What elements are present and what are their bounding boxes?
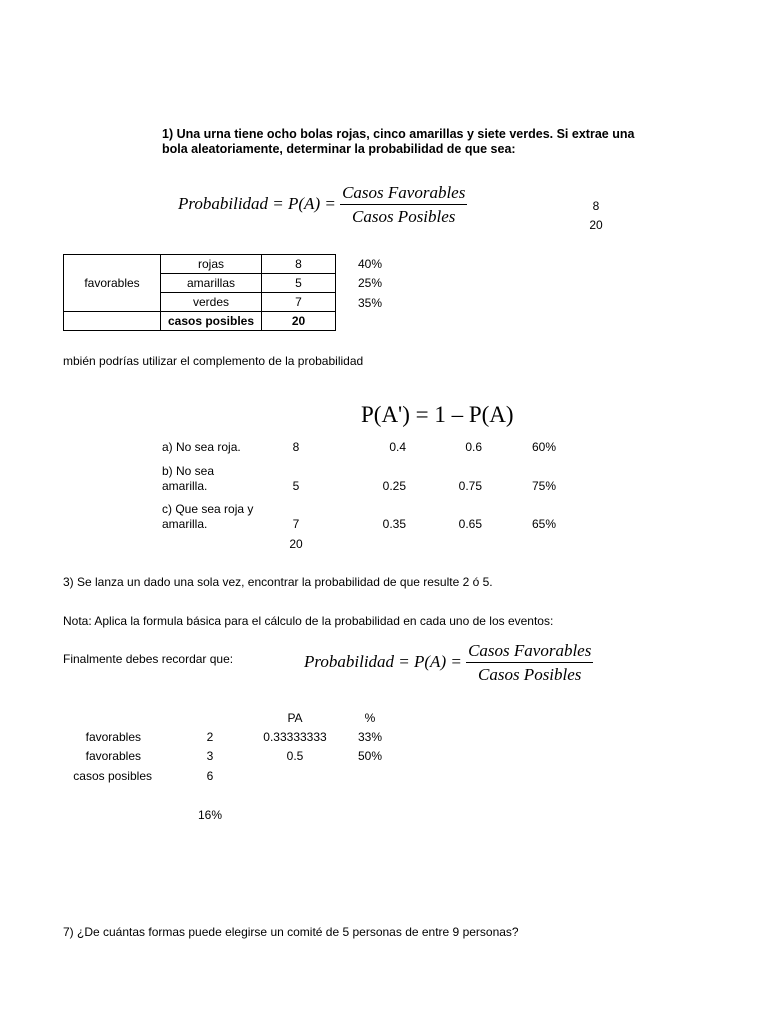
q2-item-count: 5 bbox=[292, 479, 300, 493]
q3-row-pct: 50% bbox=[357, 749, 383, 763]
q1-total-label: casos posibles bbox=[161, 312, 262, 331]
q2-item-comp: 0.65 bbox=[458, 517, 482, 531]
q3-formula-fraction bbox=[466, 641, 593, 685]
q2-item-pct: 75% bbox=[532, 479, 557, 493]
q3-reminder: Finalmente debes recordar que: bbox=[63, 652, 234, 666]
q3-formula-lhs: Probabilidad = P(A) = bbox=[304, 651, 462, 671]
q1-pct: 25% bbox=[358, 276, 383, 290]
q2-item-c-label1: c) Que sea roja y bbox=[162, 502, 254, 516]
q2-item-comp: 0.6 bbox=[465, 440, 482, 454]
q1-row-label: verdes bbox=[161, 293, 262, 312]
q1-line2: bola aleatoriamente, determinar la probabilidad de que sea: bbox=[162, 142, 516, 156]
q3-row-value: 6 bbox=[206, 769, 214, 783]
q2-item-comp: 0.75 bbox=[458, 479, 482, 493]
q1-total-value: 20 bbox=[262, 312, 336, 331]
q1-formula bbox=[178, 183, 467, 227]
q1-side-numerator: 8 bbox=[592, 199, 600, 213]
q2-item-c-label2: amarilla. bbox=[162, 517, 208, 531]
q3-header-pa: PA bbox=[287, 711, 303, 725]
q1-row-value: 7 bbox=[262, 293, 336, 312]
q3-row-value: 2 bbox=[206, 730, 214, 744]
q3-row-pa: 0.5 bbox=[286, 749, 304, 763]
q2-item-count: 8 bbox=[292, 440, 300, 454]
q1-line1: 1) Una urna tiene ocho bolas rojas, cinco amarillas y siete verdes. Si extrae una bbox=[162, 127, 635, 141]
q3-formula-denominator: Casos Posibles bbox=[477, 665, 582, 684]
q2-intro: mbién podrías utilizar el complemento de la probabilidad bbox=[63, 354, 364, 368]
q1-total-empty bbox=[64, 312, 161, 331]
q3-formula bbox=[304, 641, 593, 685]
q2-item-pct: 60% bbox=[532, 440, 557, 454]
q1-group-label: favorables bbox=[64, 255, 161, 312]
q3-row-label: favorables bbox=[85, 730, 141, 744]
q1-row-label: rojas bbox=[161, 255, 262, 274]
q1-table bbox=[63, 254, 336, 331]
table-row bbox=[64, 312, 336, 331]
q2-item-p: 0.25 bbox=[382, 479, 406, 493]
q1-pct: 35% bbox=[358, 296, 383, 310]
q3-row-value: 3 bbox=[206, 749, 214, 763]
q2-item-a-label: a) No sea roja. bbox=[162, 440, 241, 454]
q3-note: Nota: Aplica la formula básica para el cálculo de la probabilidad en cada uno de los eventos: bbox=[63, 614, 554, 628]
q1-formula-denominator: Casos Posibles bbox=[351, 207, 456, 226]
q3-row-pct: 33% bbox=[357, 730, 383, 744]
q3-formula-numerator: Casos Favorables bbox=[466, 641, 593, 663]
q1-row-value: 8 bbox=[262, 255, 336, 274]
q1-row-label: amarillas bbox=[161, 274, 262, 293]
q3-row-label: casos posibles bbox=[73, 769, 152, 783]
q3-row-pa: 0.33333333 bbox=[263, 730, 327, 744]
q7-title: 7) ¿De cuántas formas puede elegirse un comité de 5 personas de entre 9 personas? bbox=[63, 925, 519, 939]
q3-title: 3) Se lanza un dado una sola vez, encontrar la probabilidad de que resulte 2 ó 5. bbox=[63, 575, 493, 589]
q1-formula-lhs: Probabilidad = P(A) = bbox=[178, 193, 336, 213]
q2-item-pct: 65% bbox=[532, 517, 557, 531]
q1-row-value: 5 bbox=[262, 274, 336, 293]
q2-item-p: 0.4 bbox=[389, 440, 406, 454]
table-row bbox=[64, 255, 336, 274]
q3-header-pct: % bbox=[364, 711, 376, 725]
q3-row-label: favorables bbox=[85, 749, 141, 763]
q2-formula: P(A') = 1 – P(A) bbox=[361, 402, 514, 427]
q2-item-b-label2: amarilla. bbox=[162, 479, 208, 493]
q1-pct: 40% bbox=[358, 257, 383, 271]
q2-item-p: 0.35 bbox=[382, 517, 406, 531]
q2-total: 20 bbox=[289, 537, 303, 551]
q1-formula-fraction bbox=[340, 183, 467, 227]
q1-formula-numerator: Casos Favorables bbox=[340, 183, 467, 205]
q2-item-b-label1: b) No sea bbox=[162, 464, 215, 478]
q3-result: 16% bbox=[197, 808, 223, 822]
q2-item-count: 7 bbox=[292, 517, 300, 531]
q1-side-denominator: 20 bbox=[589, 218, 603, 232]
